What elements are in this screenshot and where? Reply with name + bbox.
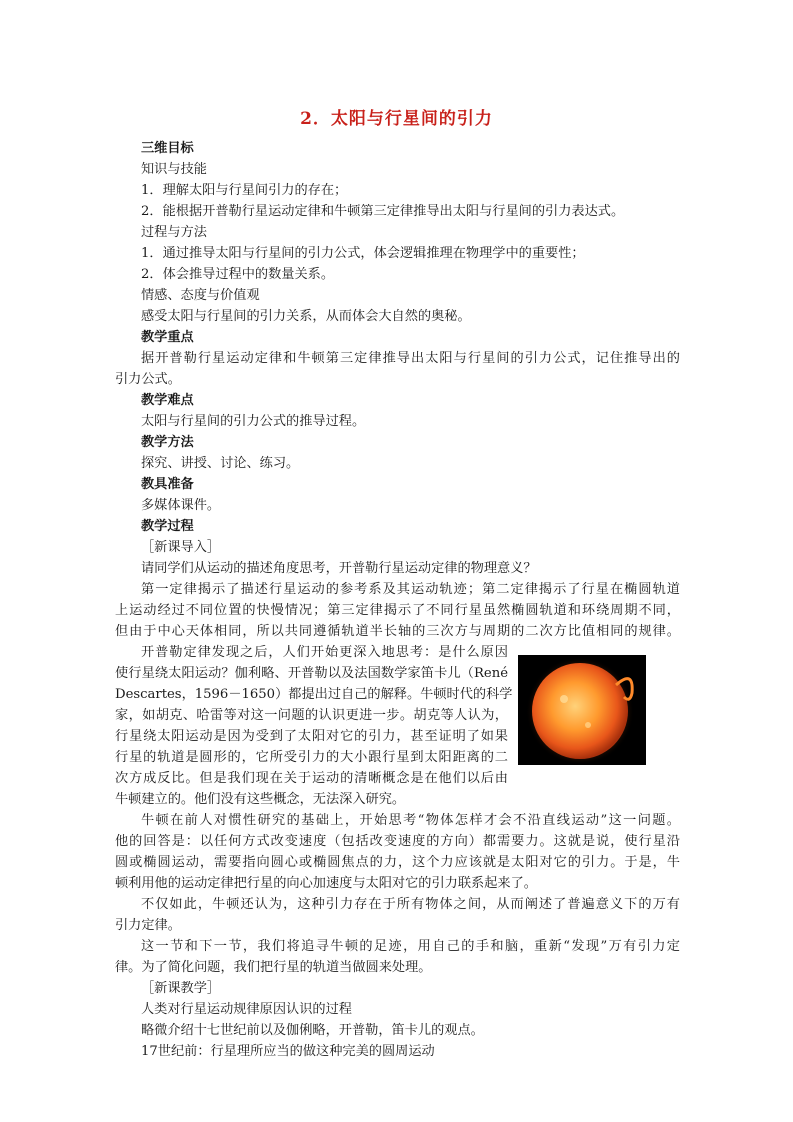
subheading-emotion: 情感、态度与价值观 [141,288,260,303]
paragraph-line: Descartes，1596－1650）都提出过自己的解释。牛顿时代的科学 [115,687,513,702]
tag-new-lesson: ［新课教学］ [141,981,221,996]
objective-item: 感受太阳与行星间的引力关系，从而体会大自然的奥秘。 [141,309,471,324]
paragraph-line: 上运动经过不同位置的快慢情况；第三定律揭示了不同行星虽然椭圆轨道和环绕周期不同， [115,603,680,618]
paragraph-line: 不仅如此，牛顿还认为，这种引力存在于所有物体之间，从而阐述了普遍意义下的万有 [141,897,680,912]
paragraph-line: 据开普勒行星运动定律和牛顿第三定律推导出太阳与行星间的引力公式，记住推导出的 [141,351,680,366]
paragraph-line: 使行星绕太阳运动？伽利略、开普勒以及法国数学家笛卡儿（René [115,666,508,681]
paragraph-line: 略微介绍十七世纪前以及伽俐略，开普勒，笛卡儿的观点。 [141,1023,484,1038]
section-heading-difficulty: 教学难点 [141,393,194,408]
section-heading-process: 教学过程 [141,519,194,534]
sun-icon [518,655,646,765]
paragraph-line: 他的回答是：以任何方式改变速度（包括改变速度的方向）都需要力。这就是说，使行星沿 [115,834,680,849]
objective-item: 2．体会推导过程中的数量关系。 [141,267,335,282]
paragraph-line: 家，如胡克、哈雷等对这一问题的认识更进一步。胡克等人认为， [115,708,508,723]
page-title: 2．太阳与行星间的引力 [300,109,493,129]
paragraph-line: 行星绕太阳运动是因为受到了太阳对它的引力，甚至证明了如果 [115,729,508,744]
section-heading-key-point: 教学重点 [141,330,194,345]
paragraph-line: 太阳与行星间的引力公式的推导过程。 [141,414,366,429]
paragraph-line: 顿利用他的运动定律把行星的向心加速度与太阳对它的引力联系起来了。 [115,876,537,891]
paragraph-line: 但由于中心天体相同，所以共同遵循轨道半长轴的三次方与周期的二次方比值相同的规律。 [115,624,680,639]
objective-item: 1．理解太阳与行星间引力的存在； [141,183,348,198]
paragraph-line: 引力定律。 [115,918,181,933]
paragraph-line: 牛顿建立的。他们没有这些概念，无法深入研究。 [115,792,406,807]
paragraph-line: 探究、讲授、讨论、练习。 [141,456,300,471]
sun-photo [518,655,646,765]
subheading-knowledge: 知识与技能 [141,162,207,177]
paragraph-line: 律。为了简化问题，我们把行星的轨道当做圆来处理。 [115,960,432,975]
tag-new-lesson-intro: ［新课导入］ [141,540,221,555]
paragraph-line: 多媒体课件。 [141,498,221,513]
paragraph-line: 圆或椭圆运动，需要指向圆心或椭圆焦点的力，这个力应该就是太阳对它的引力。于是，牛 [115,855,680,870]
paragraph-line: 行星的轨道是圆形的，它所受引力的大小跟行星到太阳距离的二 [115,750,508,765]
subheading-process: 过程与方法 [141,225,207,240]
objective-item: 1．通过推导太阳与行星间的引力公式，体会逻辑推理在物理学中的重要性； [141,246,585,261]
section-heading-objectives: 三维目标 [141,141,194,156]
paragraph-line: 17世纪前：行星理所应当的做这种完美的圆周运动 [141,1044,435,1059]
section-heading-tools: 教具准备 [141,477,194,492]
paragraph-line: 这一节和下一节，我们将追寻牛顿的足迹，用自己的手和脑，重新“发现”万有引力定 [141,939,680,954]
paragraph-line: 次方成反比。但是我们现在关于运动的清晰概念是在他们以后由 [115,771,508,786]
paragraph-line: 人类对行星运动规律原因认识的过程 [141,1002,352,1017]
paragraph-line: 牛顿在前人对惯性研究的基础上，开始思考“物体怎样才会不沿直线运动”这一问题。 [141,813,680,828]
paragraph-line: 第一定律揭示了描述行星运动的参考系及其运动轨迹；第二定律揭示了行星在椭圆轨道 [141,582,680,597]
paragraph-line: 开普勒定律发现之后，人们开始更深入地思考：是什么原因 [141,645,508,660]
objective-item: 2．能根据开普勒行星运动定律和牛顿第三定律推导出太阳与行星间的引力表达式。 [141,204,625,219]
section-heading-method: 教学方法 [141,435,194,450]
paragraph-line: 引力公式。 [115,372,181,387]
paragraph-line: 请同学们从运动的描述角度思考，开普勒行星运动定律的物理意义？ [141,561,537,576]
